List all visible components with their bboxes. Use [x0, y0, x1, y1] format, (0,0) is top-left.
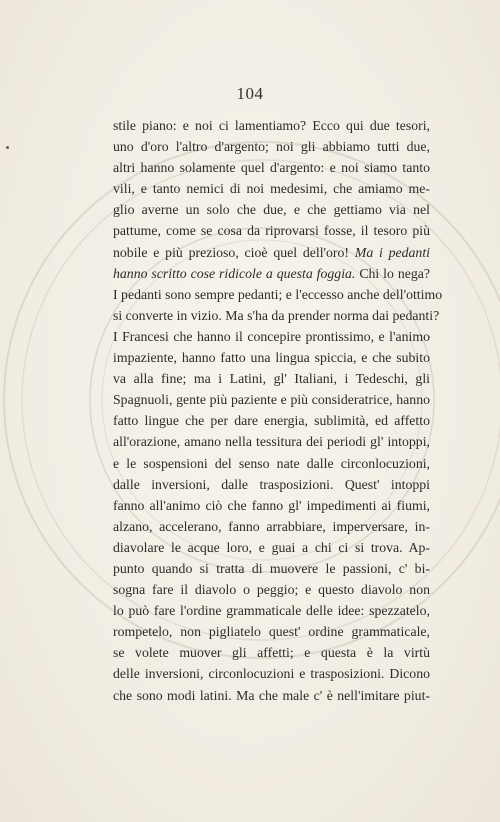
text-line: rompetelo, non pigliatelo quest' ordine grammaticale, — [113, 624, 430, 640]
italic-text: hanno scritto cose ridicole a questa foggia. — [113, 265, 356, 281]
text-line: diavolare le acque loro, e guai a chi ci si trova. Ap- — [113, 539, 430, 555]
text-line: lo può fare l'ordine grammaticale delle idee: spezzatelo, — [113, 603, 430, 619]
text-line: vili, e tanto nemici di noi medesimi, che amiamo me- — [113, 181, 430, 197]
text-line: dalle inversioni, dalle trasposizioni. Quest' intoppi — [113, 476, 430, 492]
text-line: I Francesi che hanno il concepire prontissimo, e l'animo — [113, 328, 430, 344]
body-text — [113, 115, 443, 706]
text-line: che sono modi latini. Ma che male c' è nell'imitare piut- — [113, 687, 430, 703]
text-run: nobile e più prezioso, cioè quel dell'oro! — [113, 244, 350, 260]
text-line: alzano, accelerano, fanno arrabbiare, imperversare, in- — [113, 518, 430, 534]
italic-text: Ma i pedanti — [354, 244, 431, 260]
text-line: uno d'oro l'altro d'argento; noi gli abbiamo tutti due, — [113, 139, 430, 155]
text-line: e le sospensioni del senso nate dalle circonlocuzioni, — [113, 455, 430, 471]
text-line — [113, 242, 430, 263]
text-line: fatto lingue che per dare energia, sublimità, ed affetto — [113, 413, 430, 429]
page-number: 104 — [236, 84, 264, 103]
text-line: altri hanno solamente quel d'argento: e noi siamo tanto — [113, 160, 430, 176]
text-line: se volete muover gli affetti; e questa è la virtù — [113, 645, 430, 661]
text-line: delle inversioni, circonlocuzioni e trasposizioni. Dicono — [113, 666, 430, 682]
text-line: sogna fare il diavolo o peggio; e questo diavolo non — [113, 582, 430, 598]
text-line: all'orazione, amano nella tessitura dei periodi gl' intoppi, — [113, 434, 430, 450]
ink-speck — [6, 146, 9, 149]
text-line: stile piano: e noi ci lamentiamo? Ecco qui due tesori, — [113, 118, 430, 133]
text-line: I pedanti sono sempre pedanti; e l'eccesso anche dell'ottimo — [113, 286, 443, 302]
text-line: glio averne un solo che due, e che gettiamo via nel — [113, 202, 430, 218]
text-line: fanno all'animo ciò che fanno gl' impedimenti ai fiumi, — [113, 497, 430, 513]
text-line: si converte in vizio. Ma s'ha da prender norma dai pedanti? — [113, 307, 440, 323]
text-run: Chi lo nega? — [359, 265, 430, 281]
text-line: punto quando si tratta di muovere le passioni, c' bi- — [113, 560, 430, 576]
text-line: va alla fine; ma i Latini, gl' Italiani, i Tedeschi, gli — [113, 371, 430, 387]
text-line: Spagnuoli, gente più paziente e più consideratrice, hanno — [113, 392, 430, 408]
text-line — [113, 263, 430, 284]
text-line: impaziente, hanno fatto una lingua spiccia, e che subito — [113, 350, 430, 366]
text-line: pattume, come se cosa da riprovarsi fosse, il tesoro più — [113, 223, 430, 239]
